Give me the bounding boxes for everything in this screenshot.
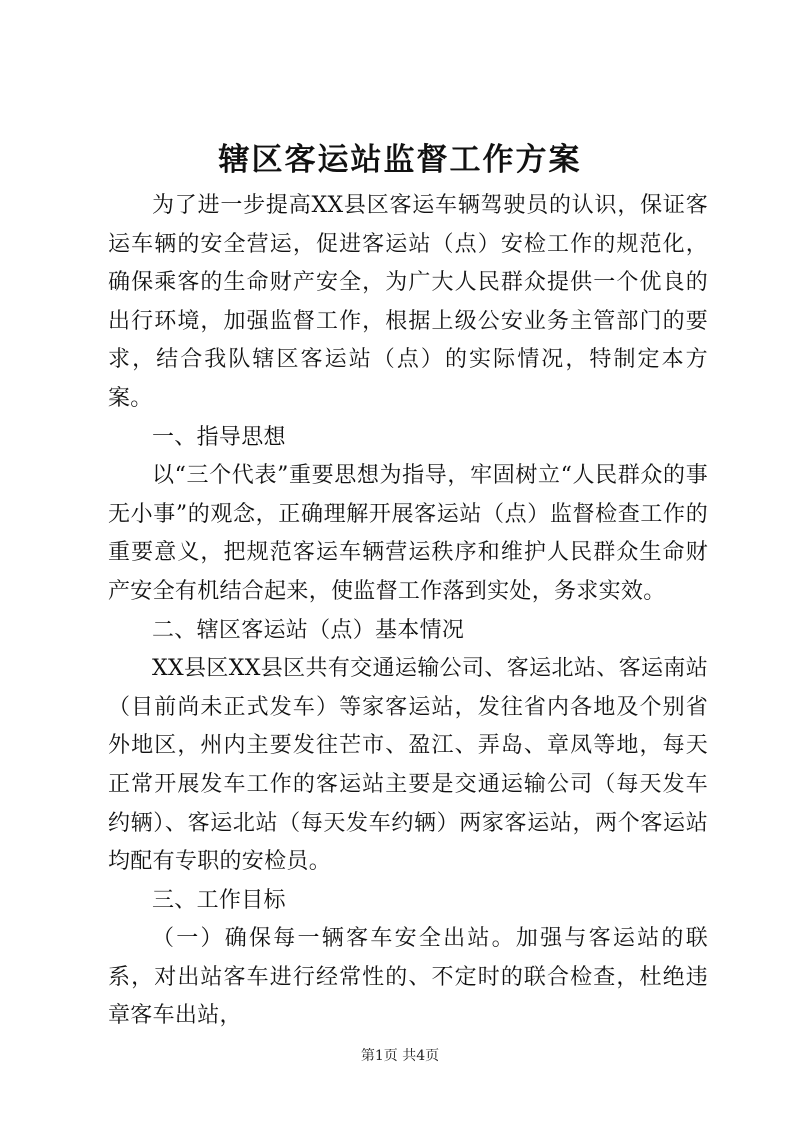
basic-situation-paragraph: XX县区XX县区共有交通运输公司、客运北站、客运南站（目前尚未正式发车）等家客运站，发往省内各地及个别省外地区，州内主要发往芒市、盈江、弄岛、章凤等地，每天正常开展发车工作的客运站主要是交通运输公司（每天发车约辆）、客运北站（每天发车约辆）两家客运站，两个客运站均配有专职的安检员。 [108,656,708,875]
intro-paragraph: 为了进一步提高XX县区客运车辆驾驶员的认识，保证客运车辆的安全营运，促进客运站（点）安检工作的规范化，确保乘客的生命财产安全，为广大人民群众提供一个优良的出行环境，加强监督工作，根据上级公安业务主管部门的要求，结合我队辖区客运站（点）的实际情况，特制定本方案。 [108,193,708,411]
page-footer: 第1页 共4页 [360,1048,440,1064]
guiding-ideology-paragraph: 以“三个代表”重要思想为指导，牢固树立“人民群众的事无小事”的观念，正确理解开展客运站（点）监督检查工作的重要意义，把规范客运车辆营运秩序和维护人民群众生命财产安全有机结合起来，使监督工作落到实处，务求实效。 [108,463,708,604]
section-heading-basic-situation: 二、辖区客运站（点）基本情况 [152,617,465,643]
section-heading-work-goals: 三、工作目标 [152,887,286,913]
document-title: 辖区客运站监督工作方案 [218,142,582,178]
section-heading-guiding-ideology: 一、指导思想 [152,424,286,450]
work-goal-1-paragraph: （一）确保每一辆客车安全出站。加强与客运站的联系，对出站客车进行经常性的、不定时的联合检查，杜绝违章客车出站， [108,926,708,1029]
document-body [108,187,708,1036]
